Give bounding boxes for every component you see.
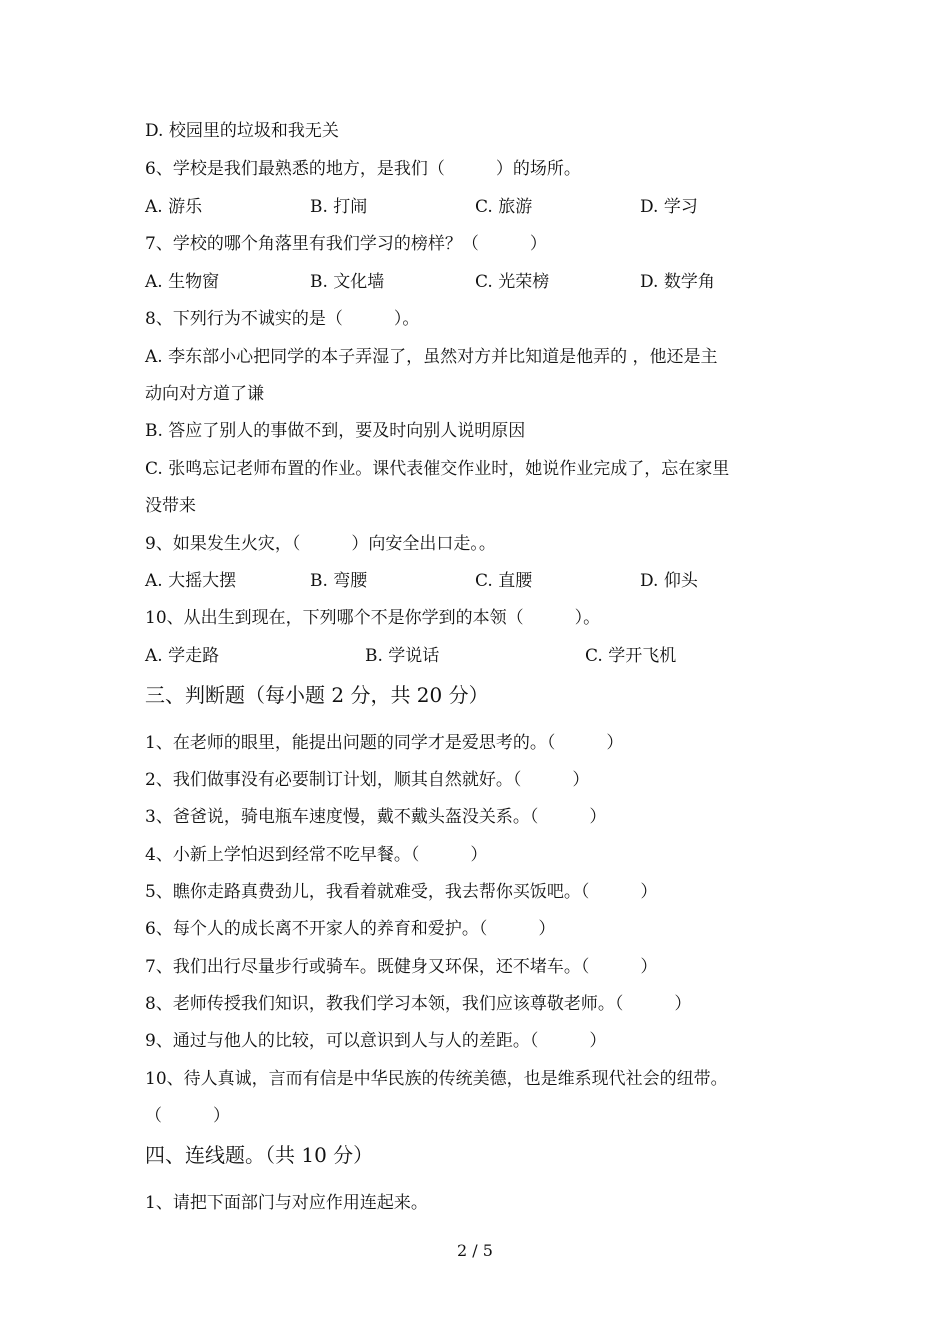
q8-text: 8、下列行为不诚实的是（ ）。 xyxy=(145,309,420,329)
judge-item-3: 3、爸爸说，骑电瓶车速度慢，戴不戴头盔没关系。（ ） xyxy=(145,807,607,827)
q9-option-a: A. 大摇大摆 xyxy=(145,571,237,591)
q8-option-c-line2: 没带来 xyxy=(145,496,196,516)
q6-option-c: C. 旅游 xyxy=(475,197,533,217)
q6-text: 6、学校是我们最熟悉的地方，是我们（ ）的场所。 xyxy=(145,159,581,179)
q8-option-c-line1: C. 张鸣忘记老师布置的作业。课代表催交作业时，她说作业完成了，忘在家里 xyxy=(145,459,730,479)
q7-option-a: A. 生物窗 xyxy=(145,272,220,292)
q8-option-a-line1: A. 李东部小心把同学的本子弄湿了，虽然对方并比知道是他弄的 ，他还是主 xyxy=(145,347,718,367)
q9-option-b: B. 弯腰 xyxy=(310,571,368,591)
q6-option-d: D. 学习 xyxy=(640,197,698,217)
judge-item-2: 2、我们做事没有必要制订计划，顺其自然就好。（ ） xyxy=(145,770,590,790)
match-q1: 1、请把下面部门与对应作用连起来。 xyxy=(145,1193,428,1213)
q9-option-d: D. 仰头 xyxy=(640,571,698,591)
q9-text: 9、如果发生火灾，（ ）向安全出口走。。 xyxy=(145,534,496,554)
q5-option-d: D. 校园里的垃圾和我无关 xyxy=(145,121,339,141)
q6-option-a: A. 游乐 xyxy=(145,197,203,217)
judge-item-4: 4、小新上学怕迟到经常不吃早餐。（ ） xyxy=(145,845,488,865)
q10-option-b: B. 学说话 xyxy=(365,646,440,666)
section3-heading: 三、判断题（每小题 2 分，共 20 分） xyxy=(145,683,489,707)
q10-option-c: C. 学开飞机 xyxy=(585,646,677,666)
q9-option-c: C. 直腰 xyxy=(475,571,533,591)
q10-text: 10、从出生到现在，下列哪个不是你学到的本领（ ）。 xyxy=(145,608,601,628)
judge-item-1: 1、在老师的眼里，能提出问题的同学才是爱思考的。（ ） xyxy=(145,733,624,753)
q6-option-b: B. 打闹 xyxy=(310,197,368,217)
judge-item-10: 10、待人真诚，言而有信是中华民族的传统美德，也是维系现代社会的纽带。 xyxy=(145,1069,728,1089)
q7-option-c: C. 光荣榜 xyxy=(475,272,550,292)
q7-option-d: D. 数学角 xyxy=(640,272,715,292)
judge-item-10-blank: （ ） xyxy=(145,1106,230,1126)
section4-heading: 四、连线题。（共 10 分） xyxy=(145,1143,374,1167)
judge-item-6: 6、每个人的成长离不开家人的养育和爱护。（ ） xyxy=(145,919,556,939)
judge-item-7: 7、我们出行尽量步行或骑车。既健身又环保，还不堵车。（ ） xyxy=(145,957,658,977)
q10-option-a: A. 学走路 xyxy=(145,646,220,666)
q7-text: 7、学校的哪个角落里有我们学习的榜样？（ ） xyxy=(145,234,547,254)
page-number: 2 / 5 xyxy=(457,1241,493,1260)
judge-item-5: 5、瞧你走路真费劲儿，我看着就难受，我去帮你买饭吧。（ ） xyxy=(145,882,658,902)
q7-option-b: B. 文化墙 xyxy=(310,272,385,292)
q8-option-b: B. 答应了别人的事做不到，要及时向别人说明原因 xyxy=(145,421,526,441)
judge-item-9: 9、通过与他人的比较，可以意识到人与人的差距。（ ） xyxy=(145,1031,607,1051)
judge-item-8: 8、老师传授我们知识，教我们学习本领，我们应该尊敬老师。（ ） xyxy=(145,994,692,1014)
q8-option-a-line2: 动向对方道了谦 xyxy=(145,384,264,404)
